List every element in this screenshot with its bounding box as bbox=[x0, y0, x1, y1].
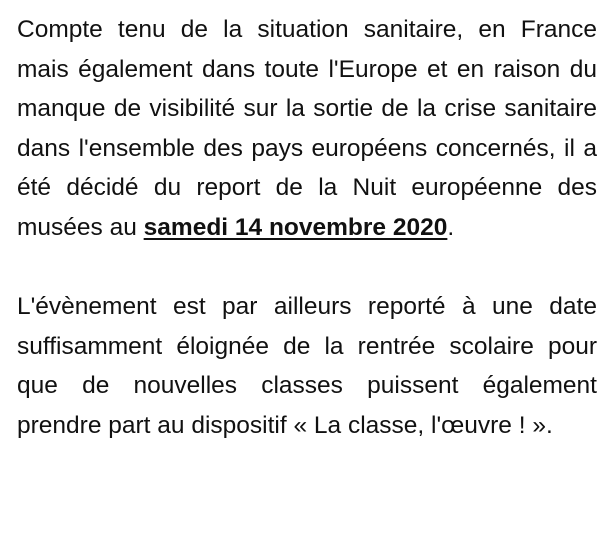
paragraph-postponement bbox=[17, 10, 597, 248]
paragraph-postponement-text: Compte tenu de la situation sanitaire, en France mais également dans toute l'Europe et en raison du manque de visibilité sur la sortie de la crise sanitaire dans l'ensemble des pays européens concernés, il a été décidé du report de la Nuit européenne des musées au bbox=[17, 16, 597, 241]
paragraph-postponement-end: . bbox=[447, 213, 455, 241]
paragraph-school-classes: L'évènement est par ailleurs reporté à une date suffisamment éloignée de la rentrée scolaire pour que de nouvelles classes puissent également prendre part au dispositif « La classe, l'œuvre ! ». bbox=[17, 293, 597, 439]
article-body bbox=[17, 10, 597, 446]
event-date-link[interactable]: samedi 14 novembre 2020 bbox=[143, 213, 448, 241]
